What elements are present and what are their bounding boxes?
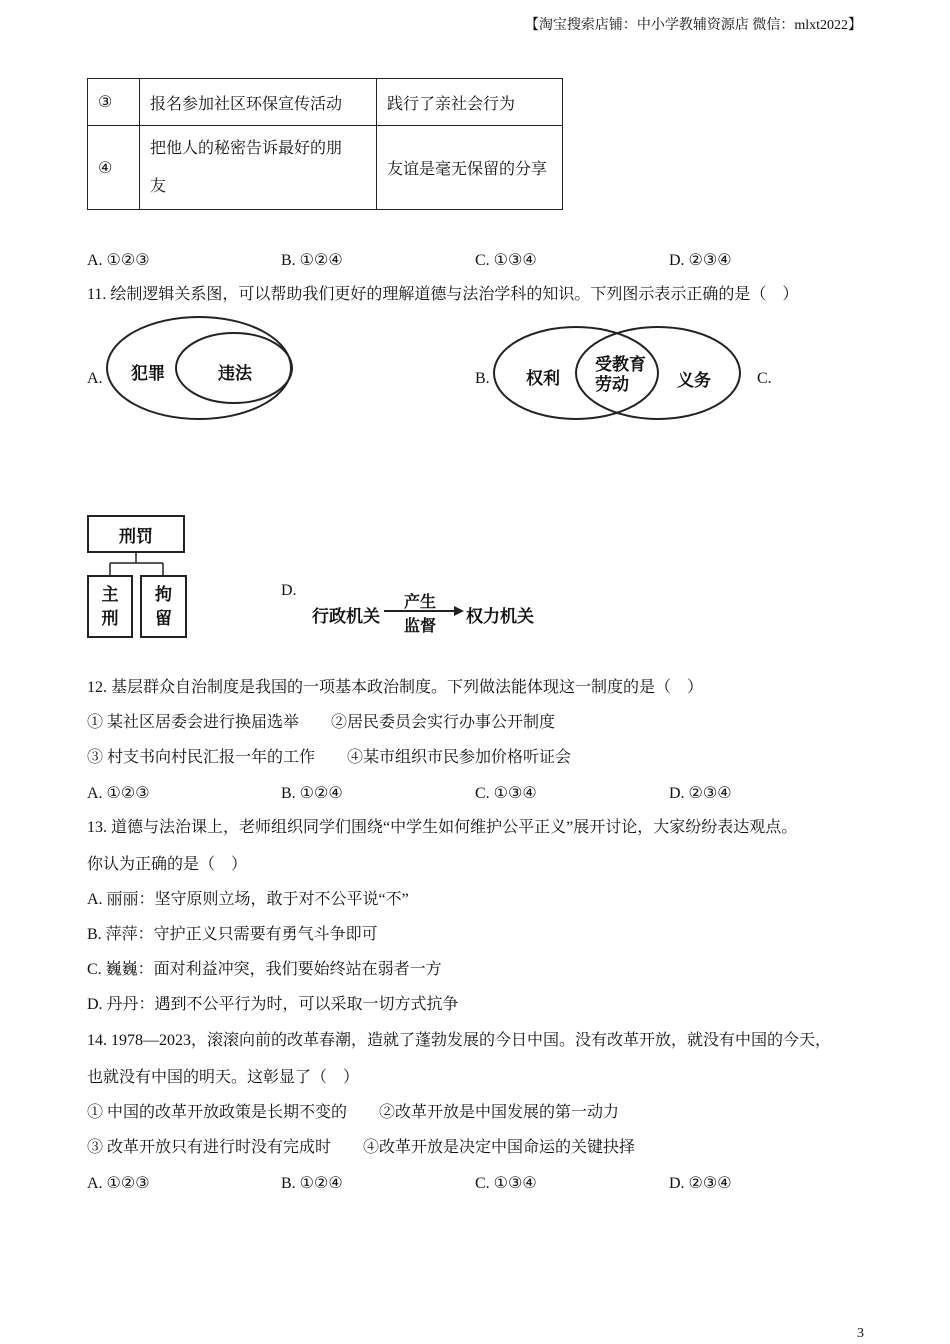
q14-statements-1: ① 中国的改革开放政策是长期不变的 ②改革开放是中国发展的第一动力 [87,1104,620,1121]
option-a: A. ①②③ [87,1175,150,1192]
option-d: D. ②③④ [669,785,732,802]
label-supervise: 监督 [404,616,437,635]
q13-stem-1: 13. 道德与法治课上，老师组织同学们围绕“中学生如何维护公平正义”展开讨论，大家纷纷表达观点。 [87,819,798,836]
q14-stem-2: 也就没有中国的明天。这彰显了（ ） [87,1069,360,1086]
option-a: A. ①②③ [87,252,150,269]
row-number: ④ [88,126,140,210]
q10-options [87,250,867,272]
q13-option-b: B. 萍萍：守护正义只需要有勇气斗争即可 [87,926,378,943]
q12-options [87,783,867,805]
label-crime: 犯罪 [131,364,165,384]
label-overlap-line1: 受教育 [595,355,646,375]
q12-stem: 12. 基层群众自治制度是我国的一项基本政治制度。下列做法能体现这一制度的是（ ） [87,679,704,696]
row-action-line1: 把他人的秘密告诉最好的朋 [150,139,343,157]
q14-statements-2: ③ 改革开放只有进行时没有完成时 ④改革开放是决定中国命运的关键抉择 [87,1139,636,1156]
label-violation: 违法 [218,364,252,384]
option-d: D. ②③④ [669,252,732,269]
q11-stem: 11. 绘制逻辑关系图，可以帮助我们更好的理解道德与法治学科的知识。下列图示表示正确的是（ ） [87,286,799,303]
q13-option-c: C. 巍巍：面对利益冲突，我们要始终站在弱者一方 [87,961,442,978]
row-action-line2: 友 [150,177,167,195]
tree-connector [87,553,197,577]
option-a: A. ①②③ [87,785,150,802]
row-number: ③ [88,79,140,126]
label-duties: 义务 [677,371,711,391]
page-number: 3 [857,1326,864,1341]
q11-b-label: B. [475,370,490,387]
option-c: C. ①③④ [475,785,537,802]
q13-option-d: D. 丹丹：遇到不公平行为时，可以采取一切方式抗争 [87,996,459,1013]
tree-root-box [87,515,185,553]
label-overlap [595,355,646,395]
page-header: 【淘宝搜索店铺：中小学教辅资源店 微信：mlxt2022】 [524,18,862,33]
tree-root-label: 刑罚 [119,526,153,547]
q11-a-label: A. [87,370,103,387]
q14-stem-1: 14. 1978—2023，滚滚向前的改革春潮，造就了蓬勃发展的今日中国。没有改革开放，就没有中国的今天， [87,1032,832,1049]
label-rights: 权利 [526,369,560,389]
option-d: D. ②③④ [669,1175,732,1192]
options-table [87,78,563,210]
row-action: 报名参加社区环保宣传活动 [140,79,377,126]
option-b: B. ①②④ [281,252,343,269]
q11-d-label: D. [281,582,297,599]
q11-c-label: C. [757,370,772,387]
option-c: C. ①③④ [475,1175,537,1192]
q12-statements-2: ③ 村支书向村民汇报一年的工作 ④某市组织市民参加价格听证会 [87,749,572,766]
label-admin-organ: 行政机关 [312,607,380,627]
child1-line2: 刑 [101,608,119,629]
label-overlap-line2: 劳动 [595,375,629,395]
tree-child-detention [140,575,187,638]
child2-line1: 拘 [155,584,172,605]
table-row [88,126,563,210]
q12-statements-1: ① 某社区居委会进行换届选举 ②居民委员会实行办事公开制度 [87,714,556,731]
label-produce: 产生 [404,592,437,611]
option-b: B. ①②④ [281,1175,343,1192]
option-b: B. ①②④ [281,785,343,802]
q13-stem-2: 你认为正确的是（ ） [87,856,248,873]
row-comment: 友谊是毫无保留的分享 [377,126,563,210]
child1-line1: 主 [101,584,119,605]
option-c: C. ①③④ [475,252,537,269]
row-comment: 践行了亲社会行为 [377,79,563,126]
q14-options [87,1173,867,1195]
child2-line2: 留 [155,608,172,629]
table-row [88,79,563,126]
tree-child-main-penalty [87,575,133,638]
q13-option-a: A. 丽丽：坚守原则立场，敢于对不公平说“不” [87,891,409,908]
row-action [140,126,377,210]
label-power-organ: 权力机关 [466,607,534,627]
